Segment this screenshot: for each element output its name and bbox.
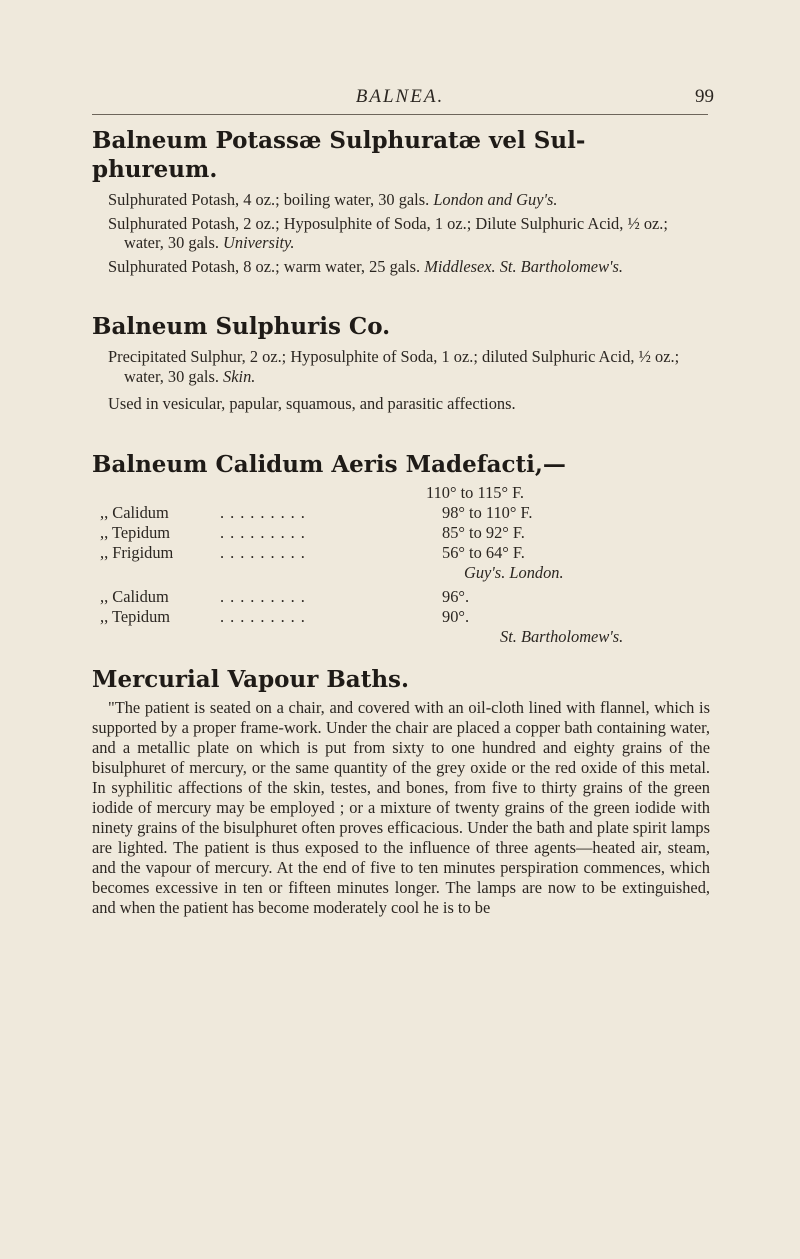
body-paragraph: "The patient is seated on a chair, and covered with an oil-cloth lined with flannel, which is supported by a proper frame-work. Under the chair are placed a copper bath containing water, and a metallic plate on which is put from sixty to one hundred and eighty grains of the bisulphuret of mercury, or the same quantity of the grey oxide or the red oxide of this metal. In syphilitic affections of the skin, testes, and bones, from five to thirty grains of the green iodide of mercury may be employed ; or a mixture of twenty grains of the green iodide with ninety grains of the bisulphuret often proves efficacious. Under the bath and plate spirit lamps are lighted. The patient is thus exposed to the influence of three agents—heated air, steam, and the vapour of mercury. At the end of five to ten minutes perspiration commences, which becomes excessive in ten or fifteen minutes longer. The lamps are now to be extinguished, and when the patient has become moderately cool he is to be (92, 697, 710, 917)
section-potassae (92, 126, 710, 276)
temperature-row (92, 483, 710, 503)
section-heading: Balneum Calidum Aeris Madefacti,— (92, 450, 566, 478)
recipe-entry (92, 347, 710, 386)
section-sulphuris (92, 312, 710, 414)
temperature-value: 96°. (442, 586, 470, 606)
usage-note: Used in vesicular, papular, squamous, and parasitic affections. (108, 394, 516, 413)
temperature-label: ,, Tepidum (100, 606, 171, 626)
recipe-source: University. (223, 233, 295, 252)
recipe-source: Middlesex. St. Bartholomew's. (424, 256, 623, 276)
temperature-source-row (92, 627, 710, 647)
recipe-text: Sulphurated Potash, 2 oz.; Hyposulphite of Soda, 1 oz.; Dilute Sulphuric Acid, ½ oz.; water, 30 gals. (108, 213, 668, 252)
running-head (0, 86, 800, 112)
temperature-row (92, 543, 710, 563)
temperature-row (92, 587, 710, 607)
temperature-label: ,, Calidum (100, 502, 169, 522)
header-rule (92, 114, 708, 115)
temperature-table (92, 483, 710, 647)
temperature-source-row (92, 563, 710, 583)
leader-dots: ......... (220, 522, 311, 542)
page-number: 99 (695, 86, 714, 107)
recipe-text: Sulphurated Potash, 4 oz.; boiling water, 30 gals. (108, 190, 430, 209)
temperature-row (92, 607, 710, 627)
leader-dots: ......... (220, 542, 311, 562)
temperature-source: St. Bartholomew's. (500, 626, 624, 646)
section-heading: Balneum Sulphuris Co. (92, 313, 391, 340)
page-content (92, 126, 710, 918)
leader-dots: ......... (220, 606, 311, 626)
recipe-source: London and Guy's. (433, 190, 558, 209)
temperature-row (92, 503, 710, 523)
temperature-row (92, 523, 710, 543)
recipe-text: Precipitated Sulphur, 2 oz.; Hyposulphite of Soda, 1 oz.; diluted Sulphuric Acid, ½ oz.; water, 30 gals. (108, 347, 680, 386)
temperature-label: ,, Tepidum (100, 522, 171, 542)
running-title: BALNEA. (355, 86, 445, 107)
recipe-entry (92, 257, 710, 277)
temperature-value: 90°. (442, 606, 470, 626)
recipe-entry (92, 190, 710, 210)
temperature-label: ,, Calidum (100, 586, 169, 606)
leader-dots: ......... (220, 502, 311, 522)
section-calidum-aeris (92, 450, 710, 647)
temperature-value: 110° to 115° F. (426, 482, 525, 502)
temperature-source: Guy's. London. (464, 562, 564, 582)
section-mercurial (92, 665, 710, 918)
temperature-value: 56° to 64° F. (442, 542, 525, 562)
recipe-text: Sulphurated Potash, 8 oz.; warm water, 25 gals. (108, 256, 421, 276)
recipe-entry (92, 214, 710, 253)
section-heading: Mercurial Vapour Baths. (92, 665, 409, 693)
recipe-source: Skin. (223, 366, 256, 386)
section-heading: Balneum Potassæ Sulphuratæ vel Sul-phureum. (92, 127, 586, 183)
temperature-label: ,, Frigidum (100, 542, 174, 562)
leader-dots: ......... (220, 586, 311, 606)
temperature-value: 98° to 110° F. (442, 502, 533, 522)
temperature-value: 85° to 92° F. (442, 522, 525, 542)
